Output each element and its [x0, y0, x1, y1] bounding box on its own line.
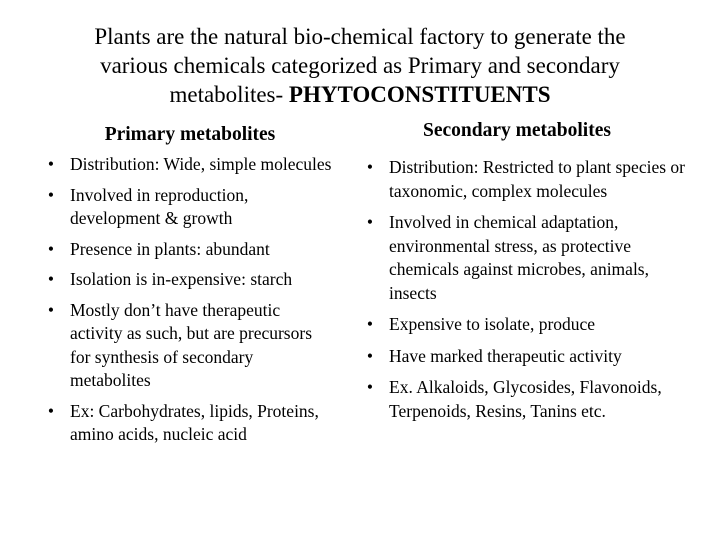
list-item	[363, 156, 688, 203]
title-line-3	[30, 80, 690, 109]
primary-metabolites-heading: Primary metabolites	[104, 124, 276, 145]
list-item-text: Distribution: Wide, simple molecules	[70, 154, 332, 174]
list-item-text: Isolation is in-expensive: starch	[70, 269, 293, 289]
list-item	[44, 184, 334, 231]
list-item	[44, 299, 334, 393]
list-item	[44, 238, 334, 262]
secondary-metabolites-heading: Secondary metabolites	[423, 120, 611, 141]
bullet-icon: •	[47, 238, 55, 259]
primary-metabolites-list	[44, 153, 334, 454]
list-item	[363, 313, 688, 337]
bullet-icon: •	[366, 345, 374, 366]
title-line-3-prefix: metabolites-	[169, 82, 289, 107]
title-line-2: various chemicals categorized as Primary and secondary	[100, 53, 620, 78]
bullet-icon: •	[366, 212, 374, 232]
list-item	[363, 211, 688, 305]
bullet-icon: •	[47, 154, 55, 174]
list-item-text: Involved in reproduction, development & growth	[70, 184, 249, 228]
title-line-1: Plants are the natural bio-chemical factory to generate the	[94, 24, 626, 49]
list-item	[44, 153, 334, 177]
list-item-text: Distribution: Restricted to plant species or taxonomic, complex molecules	[389, 157, 685, 201]
list-item-text: Mostly don’t have therapeutic activity as such, but are precursors for synthesis of secondary metabolites	[70, 299, 313, 390]
secondary-metabolites-list	[363, 156, 688, 431]
bullet-icon: •	[366, 157, 374, 177]
list-item-text: Expensive to isolate, produce	[389, 314, 596, 334]
list-item	[44, 400, 334, 447]
bullet-icon: •	[47, 269, 55, 289]
list-item-text: Have marked therapeutic activity	[389, 345, 622, 366]
list-item	[363, 376, 688, 423]
bullet-icon: •	[366, 377, 374, 397]
slide-title	[30, 22, 690, 109]
list-item-text: Presence in plants: abundant	[70, 238, 270, 259]
title-emphasis: PHYTOCONSTITUENTS	[288, 82, 551, 107]
list-item	[44, 268, 334, 292]
bullet-icon: •	[47, 184, 55, 205]
list-item	[363, 345, 688, 369]
bullet-icon: •	[47, 400, 55, 421]
bullet-icon: •	[47, 299, 55, 320]
bullet-icon: •	[366, 314, 374, 334]
list-item-text: Involved in chemical adaptation, environmental stress, as protective chemicals against microbes, animals, insects	[389, 212, 649, 303]
list-item-text: Ex: Carbohydrates, lipids, Proteins, amino acids, nucleic acid	[70, 400, 319, 444]
list-item-text: Ex. Alkaloids, Glycosides, Flavonoids, Terpenoids, Resins, Tanins etc.	[389, 377, 662, 421]
